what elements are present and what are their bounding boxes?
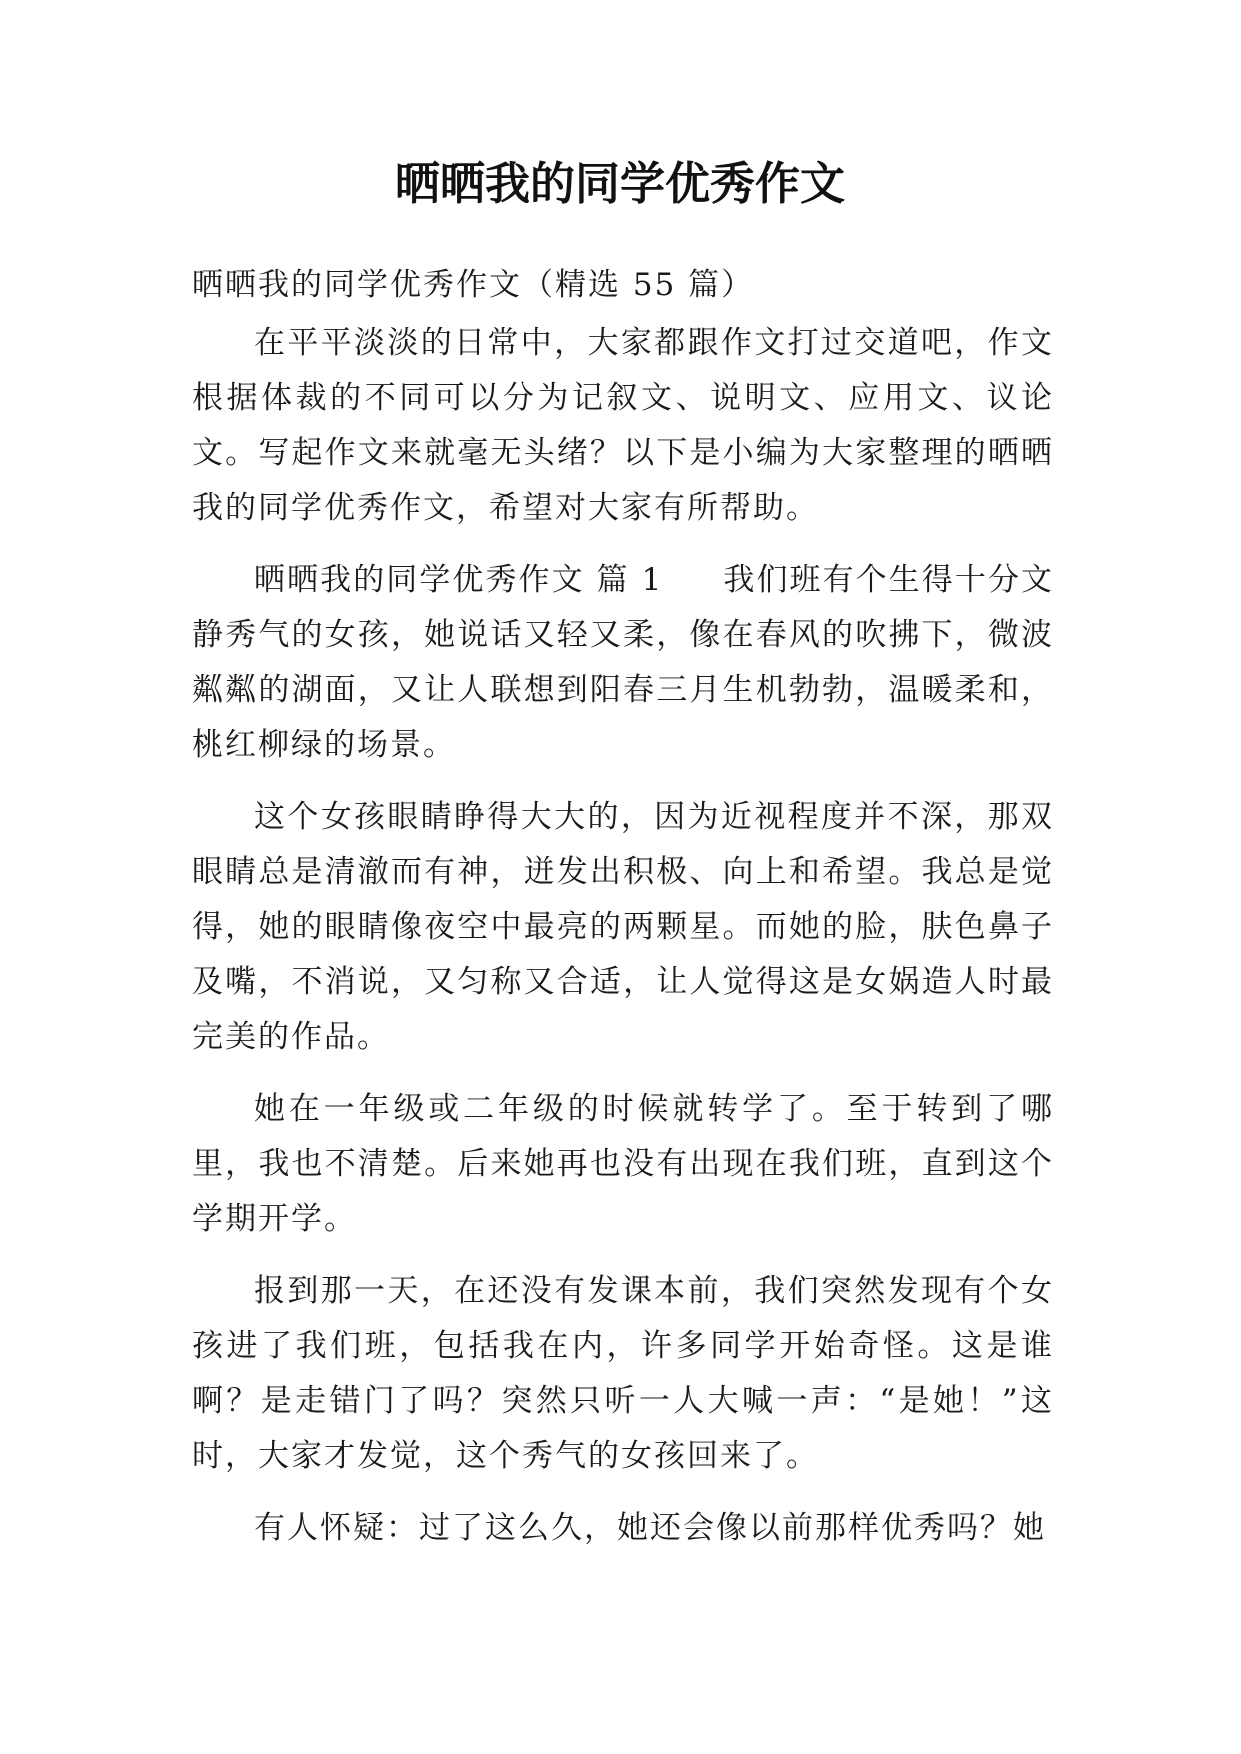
essay-1-first-paragraph [192,553,1054,773]
document-body [192,258,1054,1573]
essay-1-heading: 晒晒我的同学优秀作文 篇 1 [254,562,664,598]
essay-1-paragraph: 她在一年级或二年级的时候就转学了。至于转到了哪里，我也不清楚。后来她再也没有出现在我们班，直到这个学期开学。 [192,1091,1054,1237]
essay-1-paragraph: 有人怀疑：过了这么久，她还会像以前那样优秀吗？她 [254,1510,1046,1546]
document-title: 晒晒我的同学优秀作文 [394,157,845,210]
essay-1-paragraph: 这个女孩眼睛睁得大大的，因为近视程度并不深，那双眼睛总是清澈而有神，迸发出积极、向上和希望。我总是觉得，她的眼睛像夜空中最亮的两颗星。而她的脸，肤色鼻子及嘴，不消说，又匀称又合适，让人觉得这是女娲造人时最完美的作品。 [192,799,1054,1055]
essay-1-first-paragraph-text: 我们班有个生得十分文静秀气的女孩，她说话又轻又柔，像在春风的吹拂下，微波粼粼的湖面，又让人联想到阳春三月生机勃勃，温暖柔和，桃红柳绿的场景。 [192,562,1055,763]
document-subtitle: 晒晒我的同学优秀作文（精选 55 篇） [192,267,755,303]
intro-paragraph: 在平平淡淡的日常中，大家都跟作文打过交道吧，作文根据体裁的不同可以分为记叙文、说明文、应用文、议论文。写起作文来就毫无头绪？以下是小编为大家整理的晒晒我的同学优秀作文，希望对大家有所帮助。 [192,325,1054,526]
essay-1-paragraph: 报到那一天，在还没有发课本前，我们突然发现有个女孩进了我们班，包括我在内，许多同学开始奇怪。这是谁啊？是走错门了吗？突然只听一人大喊一声：“是她！”这时，大家才发觉，这个秀气的女孩回来了。 [192,1273,1054,1474]
